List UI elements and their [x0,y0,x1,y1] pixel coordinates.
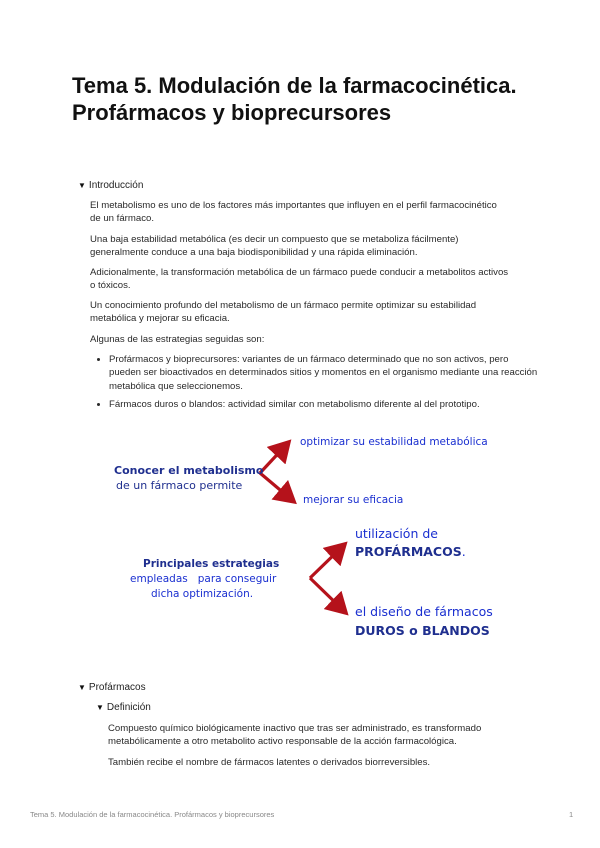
diagram-label: de un fármaco permite [116,479,243,492]
paragraph: Una baja estabilidad metabólica (es decir un compuesto que se metaboliza fácilmente) generalmente conduce a una baja biodisponibilidad y una rápida eliminación. [90,234,459,259]
page-number: 1 [569,810,574,819]
list-item: • Profármacos y bioprecursores: variantes de un fármaco determinado que no son activos, pero pueden ser bioactivados en determinados sitios y momentos en el organismo mediante una reacción metabólica que seleccionemos. [109,353,539,393]
metabolism-diagram [100,428,520,648]
triangle-down-icon: ▼ [78,181,86,190]
arrow-down [260,473,292,500]
paragraph: Compuesto químico biológicamente inactivo que tras ser administrado, es transformado metabólicamente a otro metabolito activo responsable de la acción farmacológica. [108,723,482,748]
diagram-label: dicha optimización. [151,588,254,600]
list-item: • Fármacos duros o blandos: actividad similar con metabolismo diferente al del prototipo. [109,398,539,411]
paragraph: Un conocimiento profundo del metabolismo de un fármaco permite optimizar su estabilidad metabólica y mejorar su eficacia. [90,300,477,325]
triangle-down-icon: ▼ [78,683,86,692]
paragraph: Algunas de las estrategias seguidas son: [90,334,265,345]
diagram-label [355,544,466,560]
diagram-emphasis: DUROS o BLANDOS [355,623,490,638]
diagram-label: Principales estrategias [143,558,280,570]
diagram-label: el diseño de fármacos [355,604,493,619]
page-title: Tema 5. Modulación de la farmacocinética. Profármacos y bioprecursores [72,73,517,125]
toggle-label: Profármacos [88,682,146,693]
footer-text: Tema 5. Modulación de la farmacocinética. Profármacos y bioprecursores [30,810,275,819]
arrow-up [260,444,287,473]
diagram-label: Conocer el metabolismo [114,464,264,477]
triangle-down-icon: ▼ [96,703,104,712]
arrow-up [310,546,343,578]
diagram-label: optimizar su estabilidad metabólica [300,436,488,448]
toggle-label: Introducción [88,180,144,191]
paragraph: El metabolismo es uno de los factores más importantes que influyen en el perfil farmacocinético de un fármaco. [90,200,497,225]
toggle-introduccion[interactable] [78,180,143,192]
toggle-profarmacos[interactable] [78,682,146,694]
arrow-down [310,578,344,611]
diagram-label: . [461,544,466,559]
toggle-definicion[interactable] [96,702,151,714]
toggle-label: Definición [106,702,151,713]
strategy-list [92,353,539,417]
diagram-label: mejorar su eficacia [303,494,404,506]
diagram-label: utilización de [355,526,438,541]
paragraph: También recibe el nombre de fármacos latentes o derivados biorreversibles. [108,757,431,768]
paragraph: Adicionalmente, la transformación metabólica de un fármaco puede conducir a metabolitos activos o tóxicos. [90,267,509,292]
diagram-label: empleadas para conseguir [130,573,277,585]
diagram-emphasis: PROFÁRMACOS [355,544,462,559]
